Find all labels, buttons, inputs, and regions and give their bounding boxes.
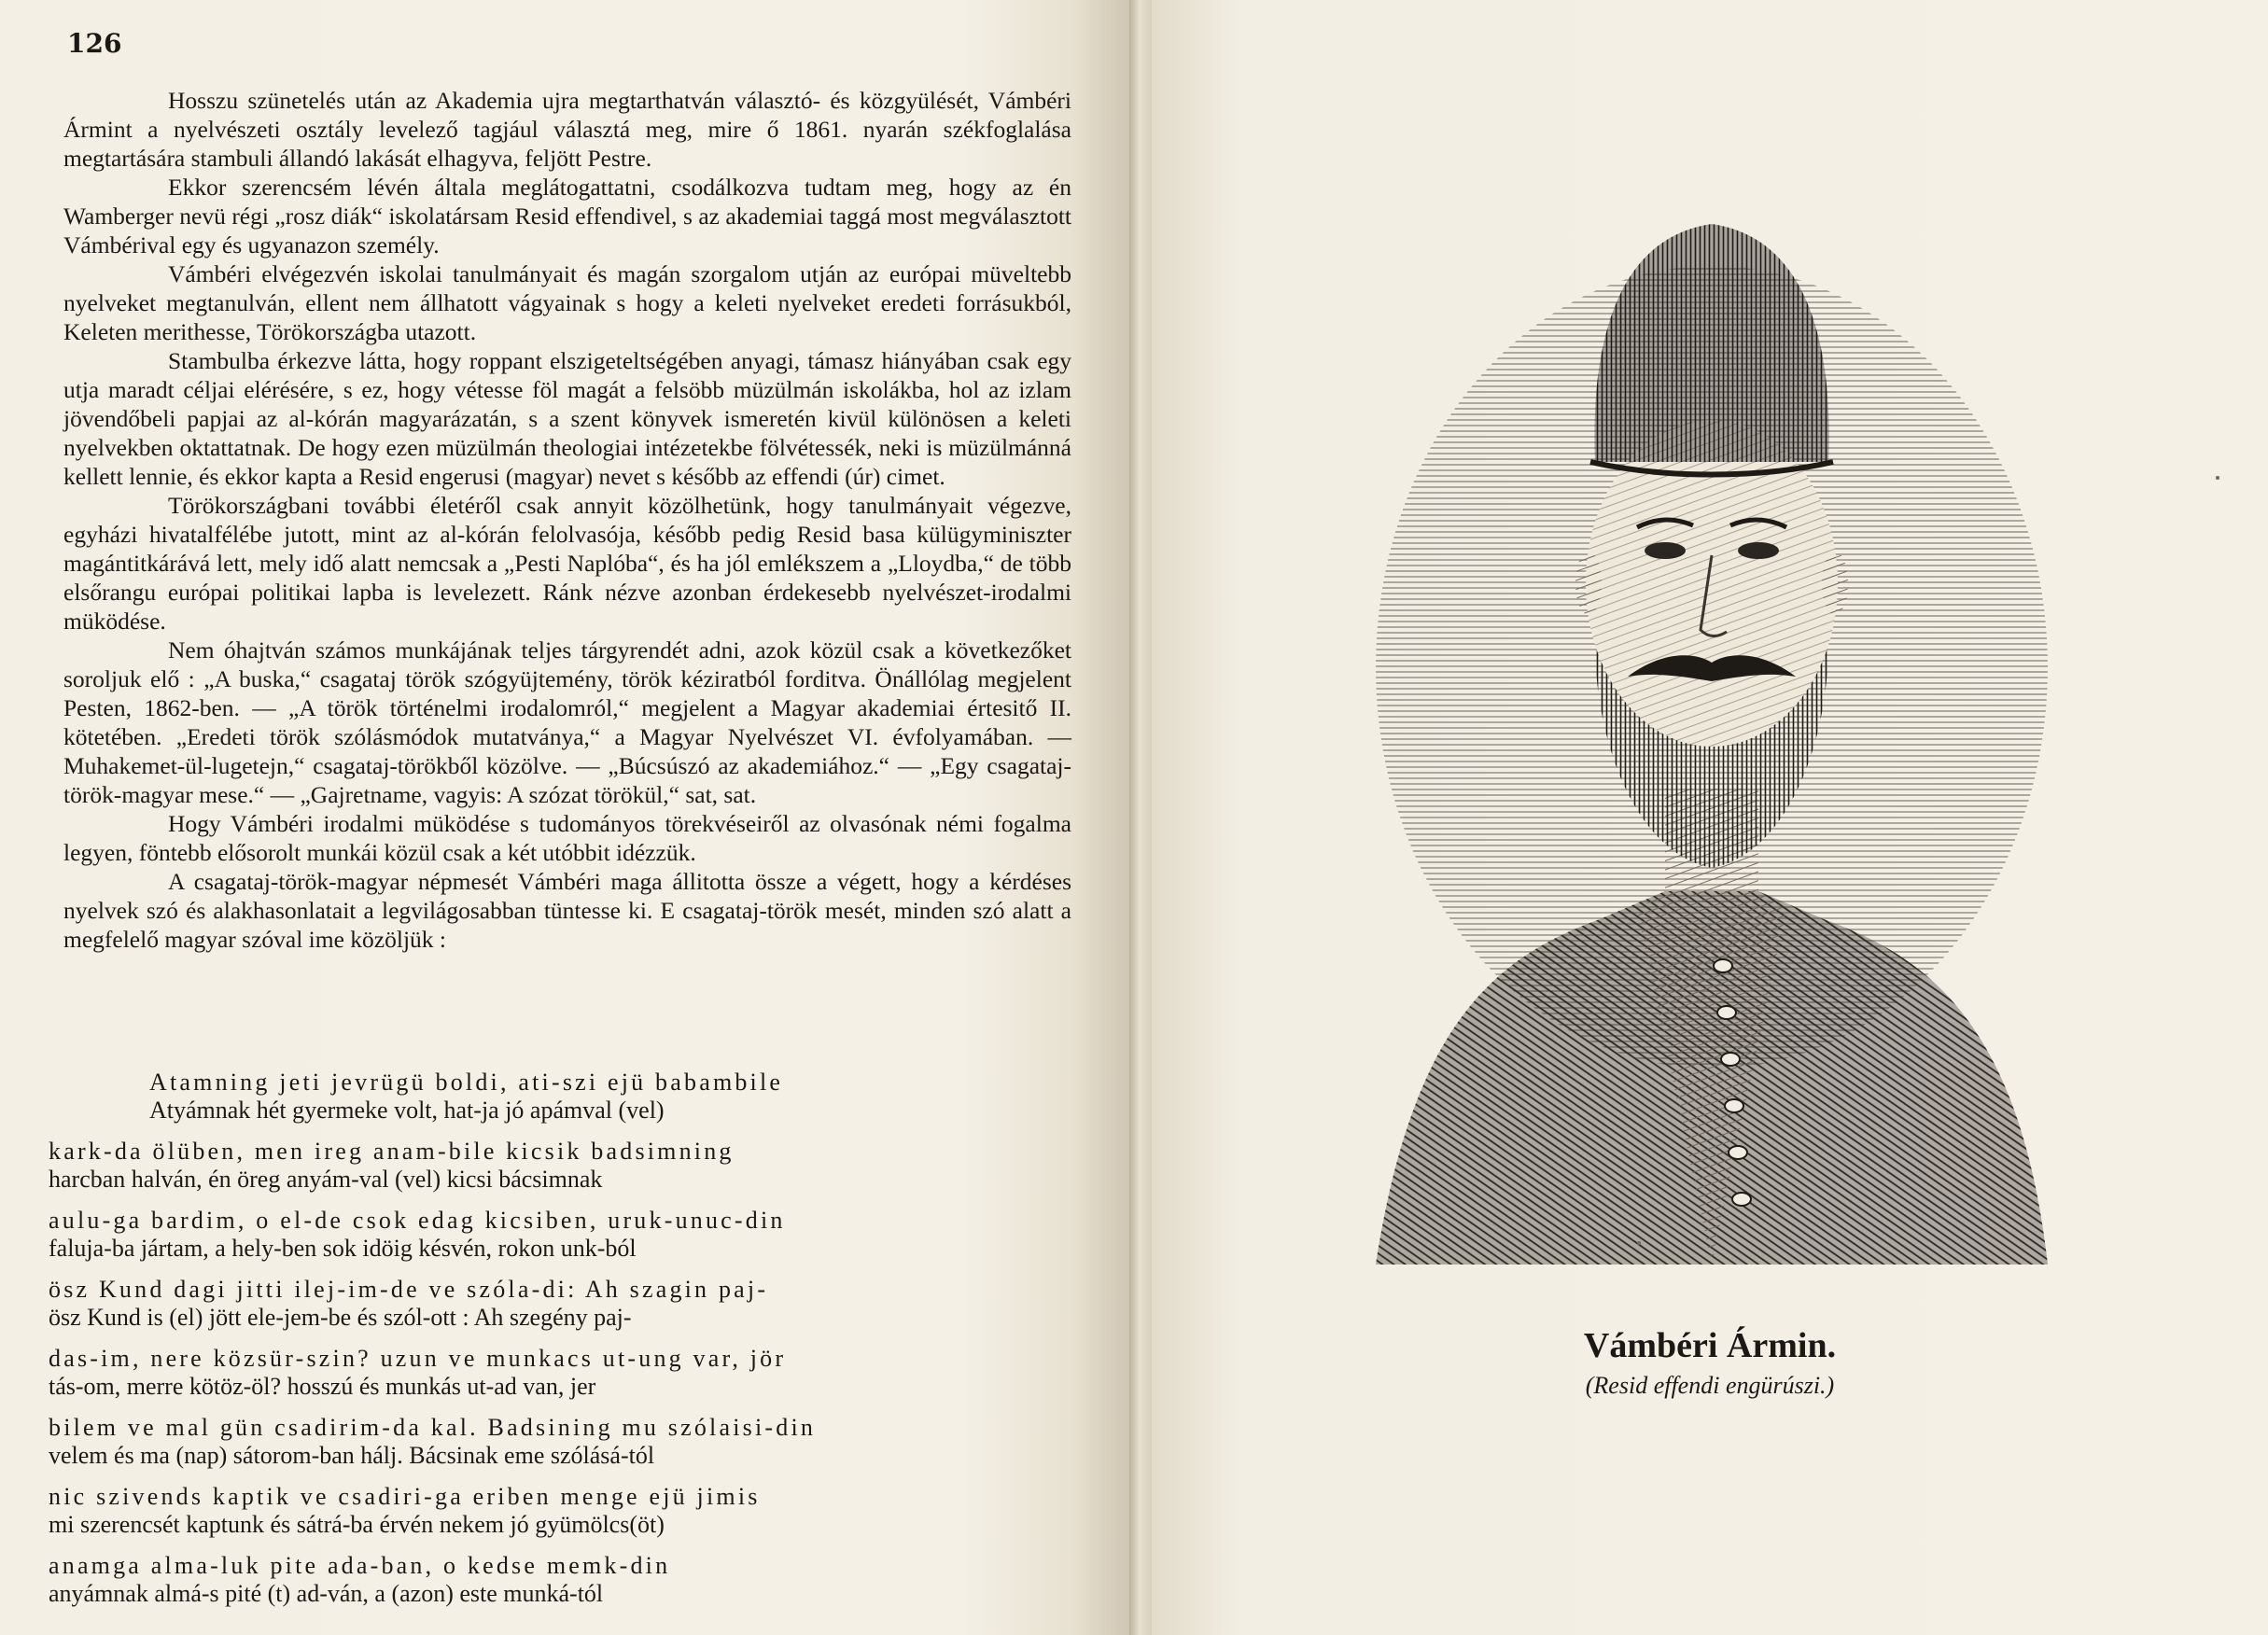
portrait-illustration xyxy=(1357,182,2066,1302)
paragraph: Hosszu szünetelés után az Akademia ujra megtarthatván választó- és közgyülését, Vámbéri Ármint a nyelvészeti osztály levelező tagjául választá meg, mire ő 1861. nyarán székfoglalása megtartására stambuli állandó lakását elhagyva, feljött Pestre. xyxy=(63,87,1071,172)
chagatai-line: aulu-ga bardim, o el-de csok edag kicsiben, uruk-unuc-din xyxy=(49,1207,786,1234)
hungarian-line: faluja-ba jártam, a hely-ben sok idöig késvén, rokon unk-ból xyxy=(49,1235,637,1262)
chagatai-line: bilem ve mal gün csadirim-da kal. Badsining mu szólaisi-din xyxy=(49,1414,817,1441)
interlinear-tale xyxy=(49,1069,1061,1621)
body-text xyxy=(63,86,1071,954)
interlinear-block xyxy=(49,1345,1061,1401)
interlinear-block xyxy=(49,1138,1061,1194)
left-page xyxy=(0,0,1129,1635)
hungarian-line: Atyámnak hét gyermeke volt, hat-ja jó apámval (vel) xyxy=(149,1097,665,1124)
paper-speck xyxy=(2216,476,2219,480)
hungarian-line: harcban halván, én öreg anyám-val (vel) kicsi bácsimnak xyxy=(49,1166,603,1193)
paragraph: Nem óhajtván számos munkájának teljes tárgyrendét adni, azok közül csak a következőket soroljuk elő : „A buska,“ csagataj török szógyüjtemény, török kéziratból forditva. Önállólag megjelent Pesten, 1862-ben. — „A török történelmi irodalomról,“ megjelent a Magyar akademiai értesitő II. kötetében. „Eredeti török szólásmódok mutatványa,“ a Magyar Nyelvészet VI. évfolyamában. — Muhakemet-ül-lugetejn,“ csagataj-törökből közölve. — „Búcsúszó az akademiához.“ — „Egy csagataj-török-magyar mese.“ — „Gajretname, vagyis: A szózat törökül,“ sat, sat. xyxy=(63,636,1071,808)
hungarian-line: tás-om, merre kötöz-öl? hosszú és munkás ut-ad van, jer xyxy=(49,1373,596,1400)
paragraph: Hogy Vámbéri irodalmi müködése s tudományos törekvéseiről az olvasónak némi fogalma legyen, föntebb elősorolt munkái közül csak a két utóbbit idézzük. xyxy=(63,810,1071,866)
book-gutter xyxy=(1129,0,1152,1635)
paragraph: Ekkor szerencsém lévén általa meglátogattatni, csodálkozva tudtam meg, hogy az én Wamberger nevü régi „rosz diák“ iskolatársam Resid effendivel, s az akademiai taggá most megválasztott Vámbérival egy és ugyanazon személy. xyxy=(63,174,1071,259)
paragraph: Stambulba érkezve látta, hogy roppant elszigeteltségében anyagi, támasz hiányában csak egy utja maradt céljai elérésére, s ez, hogy vétesse föl magát a felsöbb müzülmán iskolákba, hol az izlam jövendőbeli papjai az al-kórán magyarázatán, s a szent könyvek ismeretén kivül különösen a keleti nyelvekben oktattatnak. De hogy ezen müzülmán theologiai intézetekbe fölvétessék, neki is müzülmánná kellett lennie, és ekkor kapta a Resid engerusi (magyar) nevet s később az effendi (úr) cimet. xyxy=(63,347,1071,490)
interlinear-block xyxy=(49,1414,1061,1470)
right-page xyxy=(1152,0,2268,1635)
paper-speck xyxy=(1637,1241,1641,1245)
paragraph: A csagataj-török-magyar népmesét Vámbéri maga állitotta össze a végett, hogy a kérdéses nyelvek szó és alakhasonlatait a legvilágosabban tüntesse ki. E csagataj-török mesét, minden szó alatt a megfelelő magyar szóval ime közöljük : xyxy=(63,868,1071,953)
chagatai-line: ösz Kund dagi jitti ilej-im-de ve szóla-di: Ah szagin paj- xyxy=(49,1276,769,1303)
paragraph: Törökországbani további életéről csak annyit közölhetünk, hogy tanulmányait végezve, egyházi hivatalfélébe jutott, mint az al-kórán felolvasója, később pedig Resid basa külügyminiszter magántitkárává lett, mely idő alatt nemcsak a „Pesti Naplóba“, és ha jól emlékszem a „Lloydba,“ de több elsőrangu európai politikai lapba is levelezett. Ránk nézve azonban érdekesebb nyelvészet-irodalmi müködése. xyxy=(63,492,1071,635)
hungarian-line: anyámnak almá-s pité (t) ad-ván, a (azon) este munká-tól xyxy=(49,1580,604,1607)
chagatai-line: nic szivends kaptik ve csadiri-ga eriben menge ejü jimis xyxy=(49,1483,761,1510)
interlinear-block xyxy=(49,1276,1061,1332)
paragraph: Vámbéri elvégezvén iskolai tanulmányait és magán szorgalom utján az európai müveltebb nyelveket megtanulván, ellent nem állhatott vágyainak s hogy a keleti nyelveket eredeti forrásukból, Keleten merithesse, Törökországba utazott. xyxy=(63,260,1071,345)
interlinear-block xyxy=(49,1552,1061,1608)
portrait-engraving xyxy=(1357,182,2066,1302)
chagatai-line: anamga alma-luk pite ada-ban, o kedse memk-din xyxy=(49,1552,671,1579)
chagatai-line: Atamning jeti jevrügü boldi, ati-szi ejü babambile xyxy=(149,1069,784,1096)
interlinear-block xyxy=(49,1483,1061,1539)
chagatai-line: das-im, nere közsür-szin? uzun ve munkacs ut-ung var, jör xyxy=(49,1345,787,1372)
page-number: 126 xyxy=(67,28,122,59)
portrait-subcaption: (Resid effendi engürúszi.) xyxy=(1585,1372,1835,1399)
hungarian-line: ösz Kund is (el) jött ele-jem-be és szól-ott : Ah szegény paj- xyxy=(49,1304,632,1331)
interlinear-block xyxy=(49,1069,1061,1125)
chagatai-line: kark-da ölüben, men ireg anam-bile kicsik badsimning xyxy=(49,1138,735,1165)
interlinear-block xyxy=(49,1207,1061,1263)
hungarian-line: mi szerencsét kaptunk és sátrá-ba érvén nekem jó gyümölcs(öt) xyxy=(49,1511,665,1538)
portrait-caption: Vámbéri Ármin. xyxy=(1583,1326,1837,1365)
hungarian-line: velem és ma (nap) sátorom-ban hálj. Bácsinak eme szólásá-tól xyxy=(49,1442,655,1469)
